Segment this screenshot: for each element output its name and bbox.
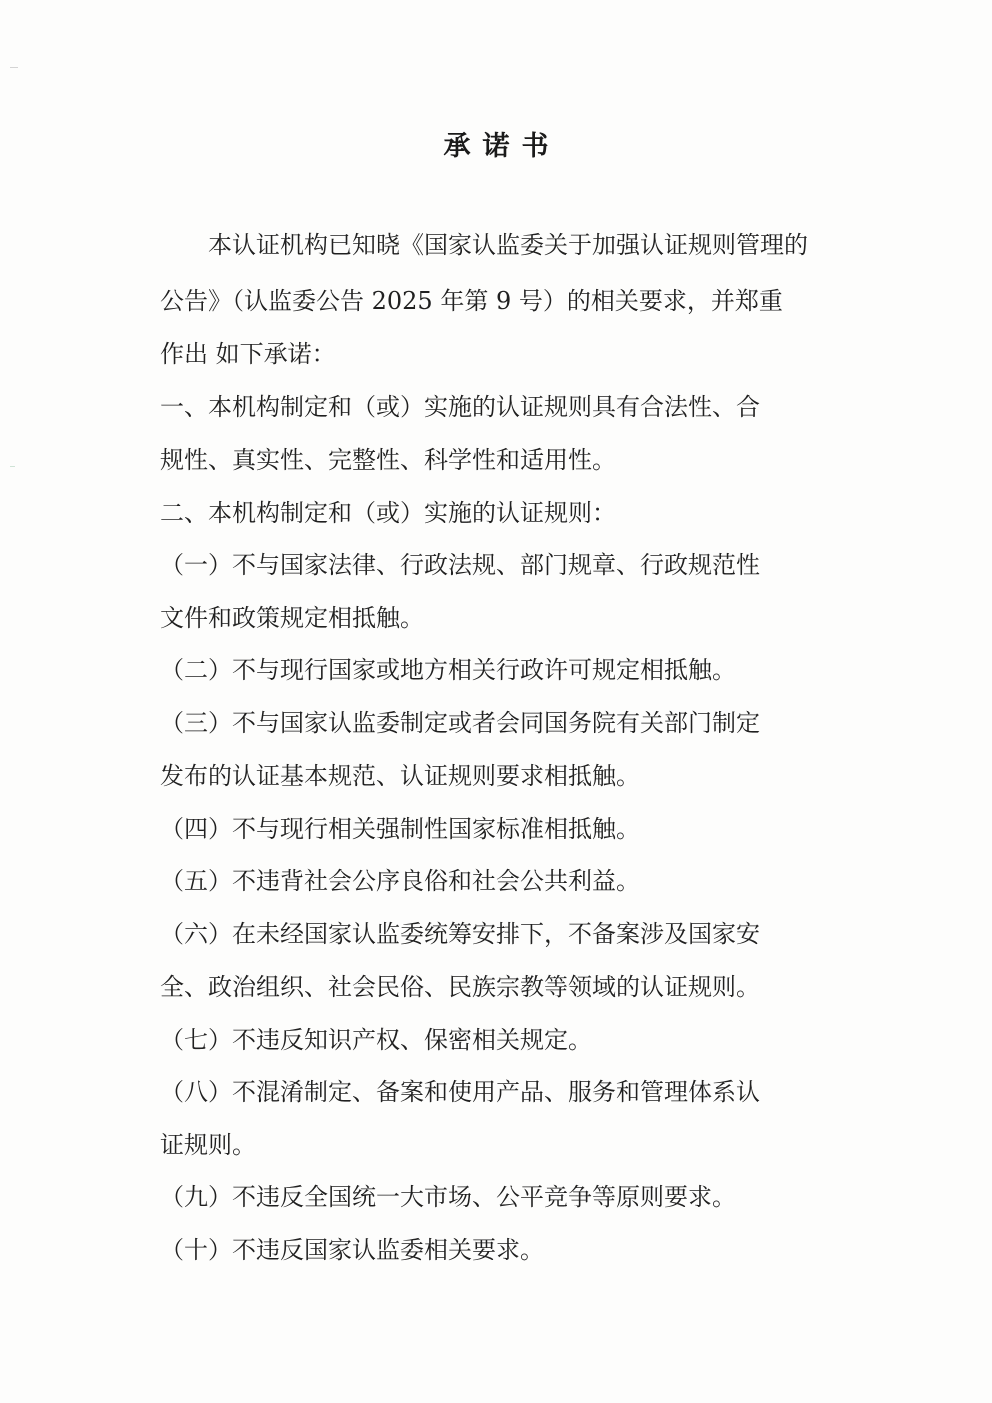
scan-edge-mark <box>10 67 18 68</box>
paragraph-line: （八）不混淆制定、备案和使用产品、服务和管理体系认 <box>160 1078 760 1106</box>
paragraph-line: （十）不违反国家认监委相关要求。 <box>160 1236 544 1264</box>
paragraph-line: 发布的认证基本规范、认证规则要求相抵触。 <box>160 762 640 790</box>
paragraph-line: （九）不违反全国统一大市场、公平竞争等原则要求。 <box>160 1183 736 1211</box>
paragraph-line: 全、政治组织、社会民俗、民族宗教等领域的认证规则。 <box>160 973 760 1001</box>
paragraph-line: 规性、真实性、完整性、科学性和适用性。 <box>160 446 616 474</box>
paragraph-line: 一、本机构制定和（或）实施的认证规则具有合法性、合 <box>160 393 760 421</box>
scan-edge-mark <box>10 466 15 467</box>
paragraph-line: （一）不与国家法律、行政法规、部门规章、行政规范性 <box>160 551 760 579</box>
paragraph-line: 公告》（认监委公告 2025 年第 9 号）的相关要求，并郑重 <box>160 287 783 315</box>
paragraph-line: 作出 如下承诺： <box>160 340 336 368</box>
paragraph-line: （四）不与现行相关强制性国家标准相抵触。 <box>160 815 640 843</box>
paragraph-line: 二、本机构制定和（或）实施的认证规则： <box>160 499 616 527</box>
document-title: 承诺书 <box>443 131 561 162</box>
paragraph-line: （六）在未经国家认监委统筹安排下，不备案涉及国家安 <box>160 920 760 948</box>
paragraph-line: 文件和政策规定相抵触。 <box>160 604 424 632</box>
paragraph-line: 本认证机构已知晓《国家认监委关于加强认证规则管理的 <box>208 231 808 259</box>
paragraph-line: 证规则。 <box>160 1131 256 1159</box>
paragraph-line: （三）不与国家认监委制定或者会同国务院有关部门制定 <box>160 709 760 737</box>
paragraph-line: （五）不违背社会公序良俗和社会公共利益。 <box>160 867 640 895</box>
paragraph-line: （二）不与现行国家或地方相关行政许可规定相抵触。 <box>160 656 736 684</box>
paragraph-line: （七）不违反知识产权、保密相关规定。 <box>160 1026 592 1054</box>
